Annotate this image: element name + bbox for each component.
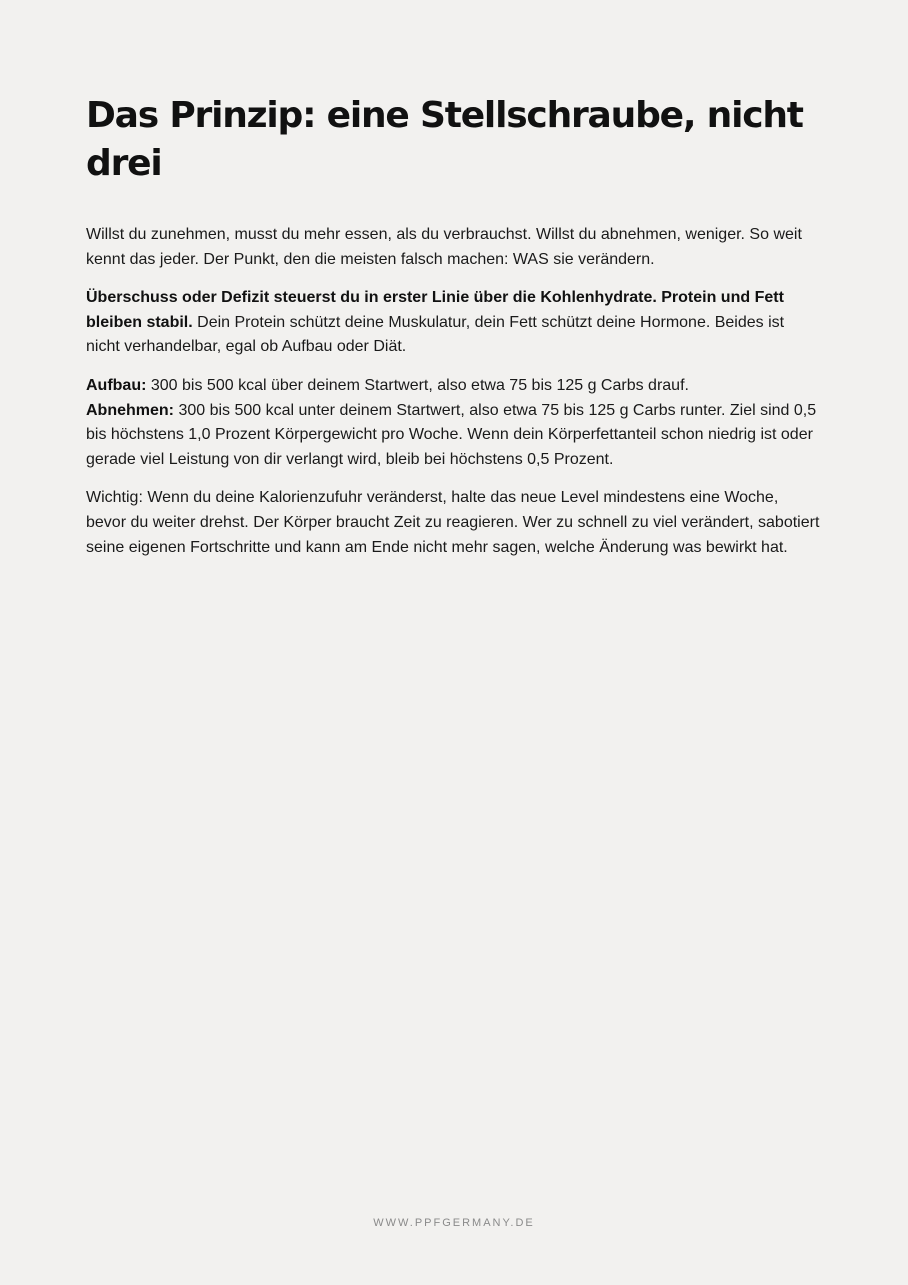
principle-text: Dein Protein schützt deine Muskulatur, dein Fett schützt deine Hormone. Beides ist nicht verhandelbar, egal ob Aufbau oder Diät.	[86, 313, 785, 356]
principle-paragraph	[86, 286, 822, 360]
important-paragraph	[86, 486, 822, 560]
abnehmen-text: 300 bis 500 kcal unter deinem Startwert, also etwa 75 bis 125 g Carbs runter. Ziel sind 0,5 bis höchstens 1,0 Prozent Körpergewicht pro Woche. Wenn dein Körperfettanteil schon niedrig ist oder gerade viel Leistung von dir verlangt wird, bleib bei höchstens 0,5 Prozent.	[86, 401, 817, 468]
important-text: Wichtig: Wenn du deine Kalorienzufuhr veränderst, halte das neue Level mindestens eine Woche, bevor du weiter drehst. Der Körper braucht Zeit zu reagieren. Wer zu schnell zu viel verändert, sabotiert seine eigenen Fortschritte und kann am Ende nicht mehr sagen, welche Änderung was bewirkt hat.	[86, 489, 820, 556]
footer-url: WWW.PPFGERMANY.DE	[373, 1217, 535, 1229]
abnehmen-label: Abnehmen:	[86, 401, 174, 419]
aufbau-label: Aufbau:	[86, 376, 147, 394]
aufbau-text: 300 bis 500 kcal über deinem Startwert, also etwa 75 bis 125 g Carbs drauf.	[146, 376, 689, 394]
goals-paragraph	[86, 374, 822, 472]
intro-paragraph	[86, 223, 822, 272]
page-title: Das Prinzip: eine Stellschraube, nicht drei	[86, 95, 803, 184]
principle-bold-text: Überschuss oder Defizit steuerst du in erster Linie über die Kohlenhydrate. Protein und Fett bleiben stabil.	[86, 289, 784, 331]
intro-text: Willst du zunehmen, musst du mehr essen, als du verbrauchst. Willst du abnehmen, weniger. So weit kennt das jeder. Der Punkt, den die meisten falsch machen: WAS sie verändern.	[86, 226, 802, 268]
document-page	[86, 92, 822, 574]
